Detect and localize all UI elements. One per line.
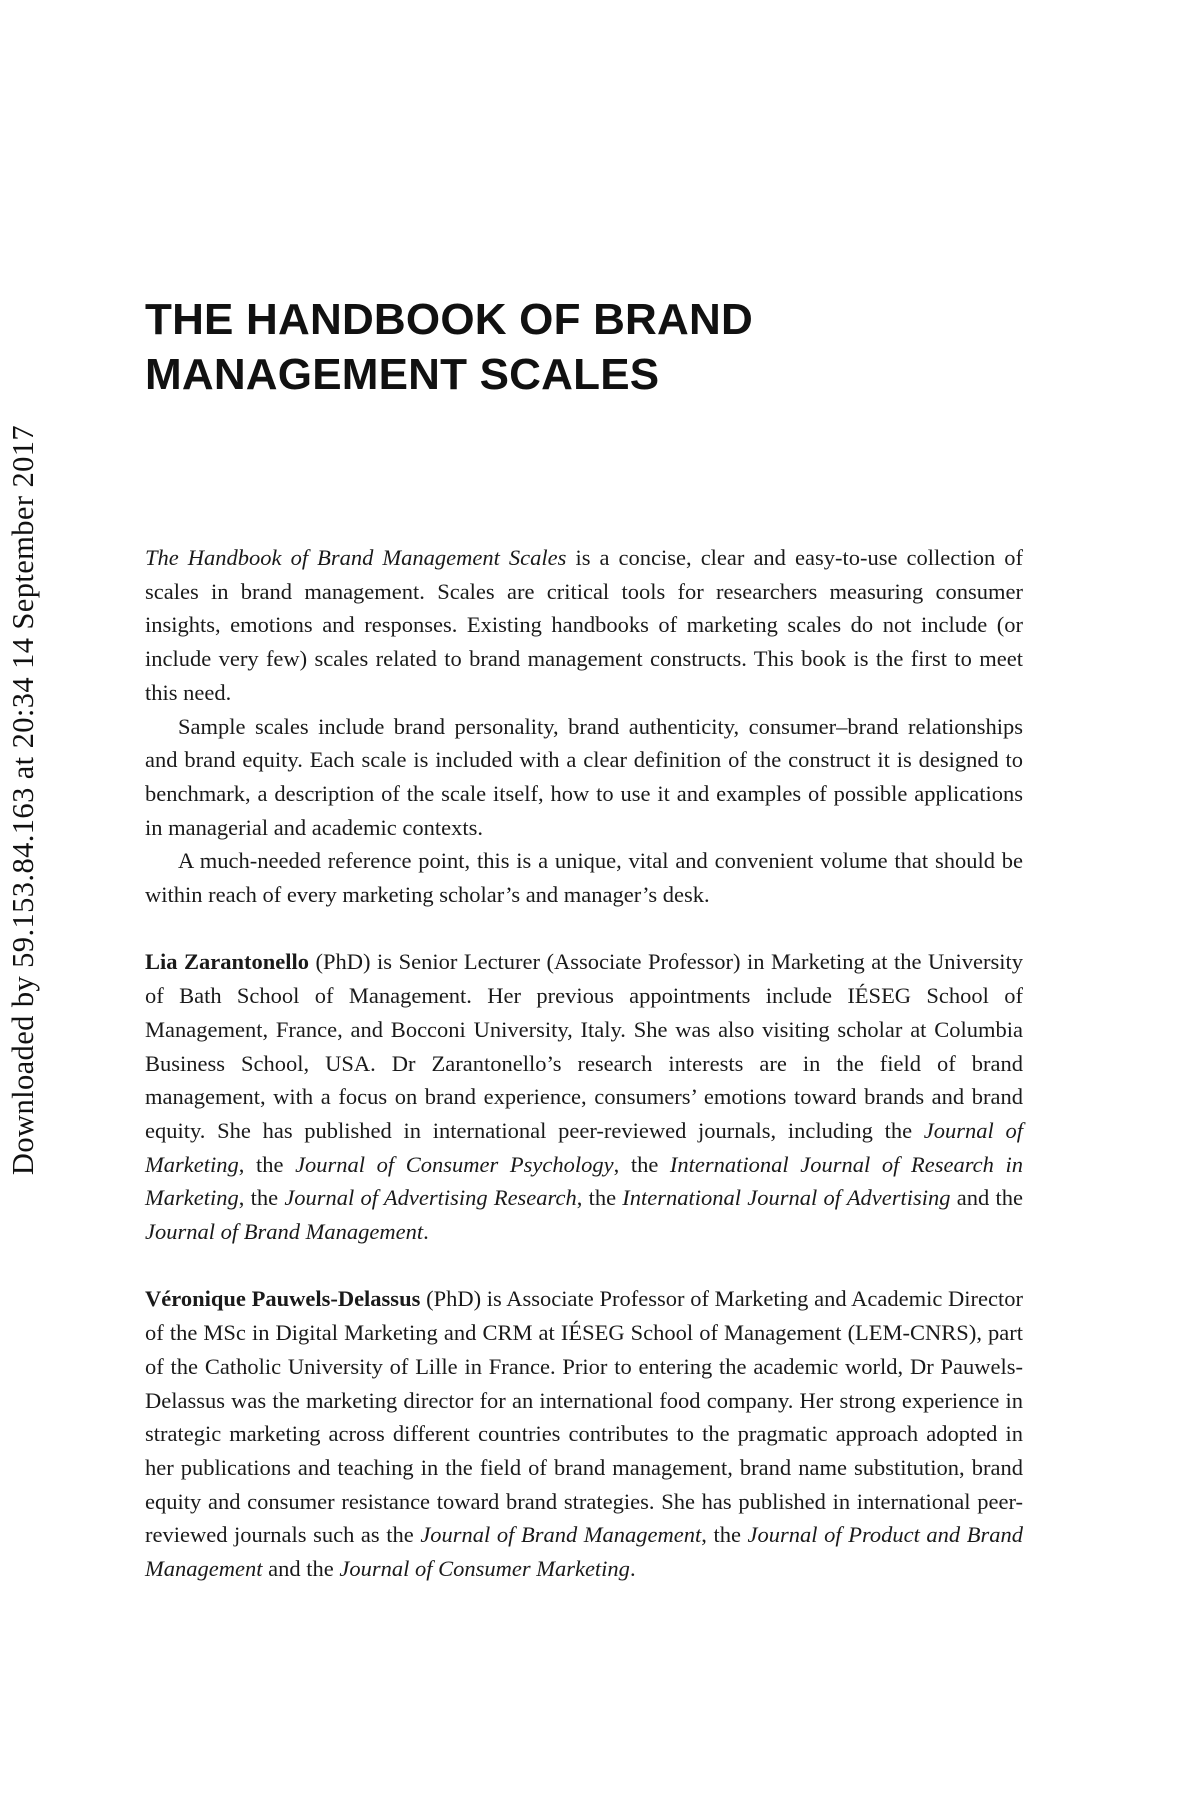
book-title-line-2: MANAGEMENT SCALES — [145, 350, 660, 399]
intro-paragraph-3: A much-needed reference point, this is a unique, vital and convenient volume that should be within reach of every marketing scholar’s and manager’s desk. — [145, 848, 1023, 908]
author-bio-zarantonello — [145, 945, 1023, 1248]
bio1-journal-6: Journal of Brand Management — [145, 1219, 424, 1245]
bio1-separator-4: , the — [576, 1185, 623, 1211]
bio1-separator-2: , the — [613, 1151, 670, 1177]
bio2-journal-2: Journal of Product and Brand Management — [145, 1522, 1024, 1582]
bio2-separator-1: , the — [701, 1522, 748, 1548]
bio1-separator-3: , the — [238, 1185, 285, 1211]
author-name-pauwels-delassus: Véronique Pauwels-Delassus — [145, 1286, 421, 1312]
bio1-journal-1: Journal of Marketing — [145, 1117, 1024, 1177]
bio2-journal-1: Journal of Brand Management — [420, 1522, 702, 1548]
book-title-heading — [145, 292, 1023, 402]
intro-book-title: The Handbook of Brand Management Scales — [145, 545, 567, 570]
author-name-zarantonello: Lia Zarantonello — [145, 949, 310, 975]
intro-paragraph-1-text: is a concise, clear and easy-to-use collection of scales in brand management. Scales are critical tools for researchers measuring consumer insights, emotions and responses. Existing handbooks of marketing scales do not include (or include very few) scales related to brand management constructs. This book is the first to meet this need. — [145, 545, 1023, 705]
bio2-journal-3: Journal of Consumer Marketing — [339, 1556, 630, 1582]
body-text — [145, 541, 1023, 1586]
book-title-line-1: THE HANDBOOK OF BRAND — [145, 295, 753, 344]
bio1-separator-1: , the — [238, 1151, 296, 1177]
intro-paragraph-1 — [145, 541, 1023, 710]
bio1-end: . — [423, 1219, 429, 1245]
download-watermark-text: Downloaded by 59.153.84.163 at 20:34 14 September 2017 — [6, 424, 40, 1176]
bio1-journal-3: International Journal of Research in Marketing — [145, 1151, 1023, 1211]
bio1-text: (PhD) is Senior Lecturer (Associate Professor) in Marketing at the University of Bath School of Management. Her previous appointments include IÉSEG School of Management, France, and Bocconi University, Italy. She was also visiting scholar at Columbia Business School, USA. Dr Zarantonello’s research interests are in the field of brand management, with a focus on brand experience, consumers’ emotions toward brands and brand equity. She has published in international peer-reviewed journals, including the — [145, 949, 1024, 1143]
bio2-end: . — [629, 1556, 636, 1582]
bio1-journal-4: Journal of Advertising Research — [284, 1185, 577, 1211]
download-watermark — [5, 300, 42, 1300]
intro-paragraph-2: Sample scales include brand personality, brand authenticity, consumer–brand relationships and brand equity. Each scale is included with a clear definition of the construct it is designed to benchmark, a description of the scale itself, how to use it and examples of possible applications in managerial and academic contexts. — [145, 713, 1023, 840]
author-bio-pauwels-delassus — [145, 1282, 1023, 1585]
bio1-journal-2: Journal of Consumer Psychology — [295, 1151, 614, 1177]
bio2-text: (PhD) is Associate Professor of Marketing and Academic Director of the MSc in Digital Marketing and CRM at IÉSEG School of Management (LEM-CNRS), part of the Catholic University of Lille in France. Prior to entering the academic world, Dr Pauwels-Delassus was the marketing director for an international food company. Her strong experience in strategic marketing across different countries contributes to the pragmatic approach adopted in her publications and teaching in the field of brand management, brand name substitution, brand equity and consumer resistance toward brand strategies. She has published in international peer-reviewed journals such as the — [145, 1286, 1023, 1548]
bio1-journal-5: International Journal of Advertising — [622, 1185, 951, 1211]
bio1-separator-5: and the — [950, 1185, 1023, 1211]
bio2-separator-2: and the — [262, 1556, 340, 1582]
